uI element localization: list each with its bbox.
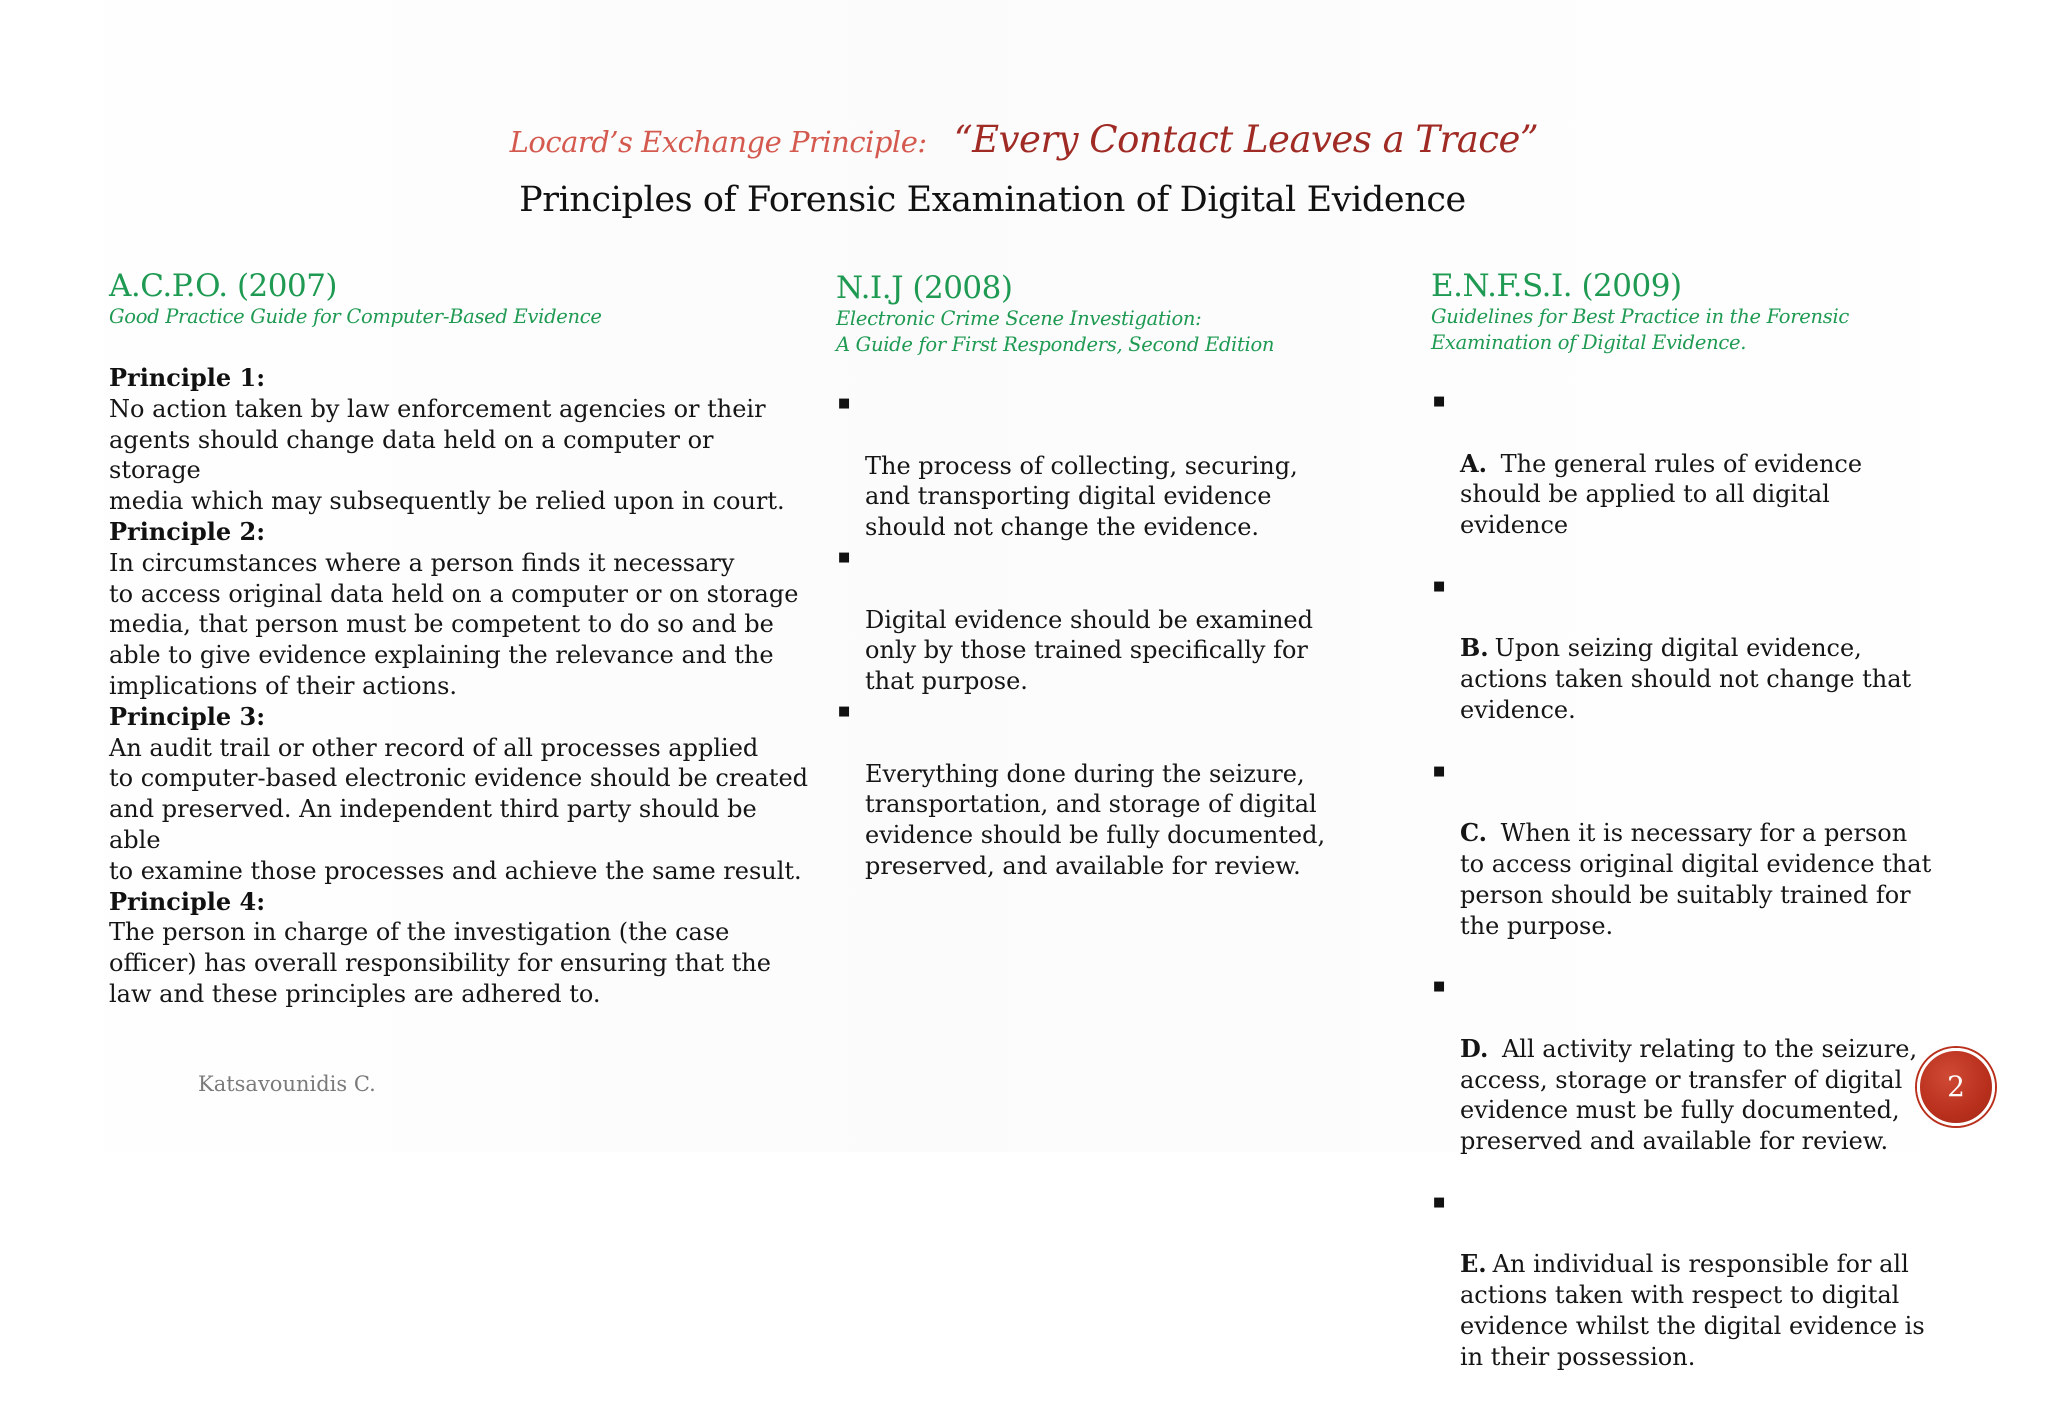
principle-text: No action taken by law enforcement agencies or their agents should change data held on a computer or storage media which may subsequently be relied upon in court. (109, 394, 785, 516)
bullet-text: Everything done during the seizure, transportation, and storage of digital evidence should be fully documented, preserved, and available for review. (865, 759, 1326, 880)
item-letter: D. (1460, 1033, 1489, 1063)
acpo-subtitle: Good Practice Guide for Computer-Based Evidence (109, 305, 602, 328)
acpo-principles (109, 363, 809, 1010)
page-title: Principles of Forensic Examination of Digital Evidence (519, 180, 1466, 220)
item-letter: C. (1460, 818, 1488, 848)
list-item (1431, 757, 2021, 942)
acpo-title: A.C.P.O. (2007) (109, 268, 338, 304)
list-item (836, 697, 1356, 882)
list-item (1431, 387, 2021, 541)
enfsi-bullet-list (1431, 387, 2021, 1373)
list-item (836, 543, 1356, 697)
square-bullet-icon: ■ (1433, 1194, 1446, 1210)
principle-1 (109, 363, 809, 517)
principle-3 (109, 702, 809, 887)
list-item (1431, 1188, 2021, 1373)
principle-2 (109, 517, 809, 702)
item-text: The general rules of evidence should be applied to all digital evidence (1460, 449, 1863, 540)
footer-author: Katsavounidis C. (198, 1072, 376, 1096)
square-bullet-icon: ■ (1433, 763, 1446, 779)
slide-header (0, 118, 2048, 161)
item-text: Upon seizing digital evidence, actions taken should not change that evidence. (1460, 634, 1912, 724)
item-text: When it is necessary for a person to access original digital evidence that person should be suitably trained for the purpose. (1460, 819, 1932, 940)
item-letter: B. (1460, 633, 1489, 663)
bullet-text: Digital evidence should be examined only by those trained specifically for that purpose. (865, 605, 1313, 696)
principle-text: An audit trail or other record of all processes applied to computer-based electronic evidence should be created and preserved. An independent third party should be able to examine those processes and achieve the same result. (109, 733, 809, 885)
principle-heading: Principle 3: (109, 701, 266, 731)
square-bullet-icon: ■ (1433, 394, 1446, 409)
square-bullet-icon: ■ (838, 549, 851, 565)
locard-principle-label: Locard’s Exchange Principle: (509, 125, 927, 159)
bullet-text: The process of collecting, securing, and transporting digital evidence should not change the evidence. (865, 451, 1298, 542)
item-text: All activity relating to the seizure, access, storage or transfer of digital evidence must be fully documented, preserved and available for review. (1460, 1034, 1918, 1156)
principle-heading: Principle 2: (109, 516, 266, 546)
list-item (1431, 572, 2021, 726)
item-text: An individual is responsible for all actions taken with respect to digital evidence whilst the digital evidence is in their possession. (1460, 1250, 1925, 1371)
principle-text: In circumstances where a person finds it necessary to access original data held on a computer or on storage media, that person must be competent to do so and be able to give evidence explaining the relevance and the implications of their actions. (109, 548, 799, 700)
principle-text: The person in charge of the investigation (the case officer) has overall responsibility for ensuring that the law and these principles are adhered to. (109, 918, 771, 1008)
locard-principle-quote: “Every Contact Leaves a Trace” (953, 118, 1539, 161)
square-bullet-icon: ■ (1433, 578, 1446, 594)
nij-title: N.I.J (2008) (836, 270, 1013, 306)
enfsi-column (1431, 268, 2021, 1403)
principle-heading: Principle 4: (109, 886, 266, 916)
enfsi-title: E.N.F.S.I. (2009) (1431, 268, 1682, 304)
list-item (836, 389, 1356, 543)
square-bullet-icon: ■ (1433, 979, 1446, 995)
nij-column (836, 270, 1356, 882)
enfsi-subtitle: Guidelines for Best Practice in the Forensic Examination of Digital Evidence. (1431, 305, 1849, 354)
item-letter: A. (1460, 448, 1487, 478)
nij-subtitle: Electronic Crime Scene Investigation: A Guide for First Responders, Second Edition (836, 307, 1275, 356)
principle-4 (109, 887, 809, 1010)
square-bullet-icon: ■ (838, 703, 851, 719)
principle-heading: Principle 1: (109, 363, 266, 392)
acpo-column (109, 268, 809, 1010)
item-letter: E. (1460, 1249, 1487, 1279)
square-bullet-icon: ■ (838, 396, 851, 411)
page-number-badge: 2 (1917, 1048, 1995, 1126)
nij-bullet-list (836, 389, 1356, 882)
